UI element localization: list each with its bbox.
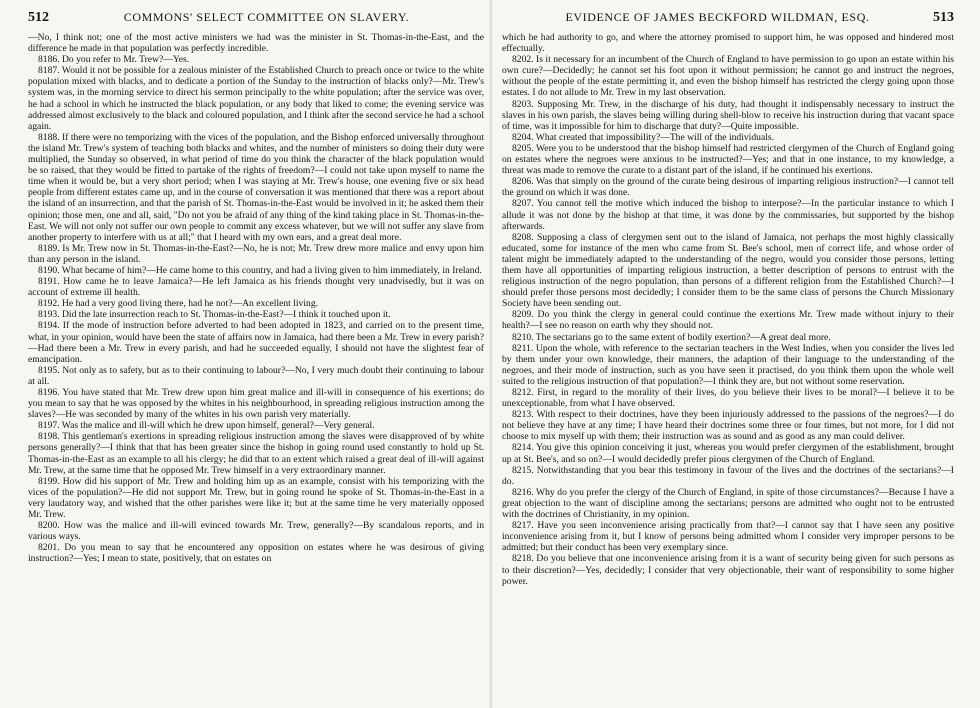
paragraph: 8190. What became of him?—He came home to this country, and had a living given to him immediately, in Ireland. <box>38 264 482 276</box>
running-head-left <box>28 0 484 26</box>
running-head-right <box>502 0 954 26</box>
paragraph: 8203. Supposing Mr. Trew, in the discharge of his duty, had thought it indispensably necessary to instruct the slaves in his own parish, the slaves being willing during shell-blow to receive his instruction during that vacant space of time, was it impossible for him to discharge that duty?—Quite impossible. <box>502 98 954 132</box>
paragraph: 8199. How did his support of Mr. Trew and holding him up as an example, consist with his temporizing with the vices of the population?—He did not support Mr. Trew, but in going round he spoke of St. Thomas-in-the-East in a very laudatory way, and wished that the other parishes were like it; but at the same time he very materially opposed Mr. Trew. <box>28 475 484 521</box>
right-page-text <box>502 32 954 587</box>
paragraph: 8209. Do you think the clergy in general could continue the exertions Mr. Trew made without injury to their health?—I see no reason on earth why they should not. <box>502 309 954 332</box>
paragraph: 8211. Upon the whole, with reference to the sectarian teachers in the West Indies, when you consider the lives led by them under your own knowledge, their manners, the adaption of their language to the understanding of the negroes, and their mode of instruction, such as you have seen it practised, do you think them upon the whole well suited to the religious instruction of that population?—I think they are, but not without some reservation. <box>502 342 954 387</box>
paragraph: 8216. Why do you prefer the clergy of the Church of England, in spite of those circumstances?—Because I have a great objection to the want of discipline among the sectarians; persons are admitted who ought not to be entrusted with the doctrines of Christianity, in my opinion. <box>502 486 954 521</box>
paragraph: —No, I think not; one of the most active ministers we had was the minister in St. Thomas-in-the-East, and the difference he made in that population was perfectly incredible. <box>28 32 484 55</box>
paragraph: 8215. Notwithstanding that you bear this testimony in favour of the lives and the doctrines of the sectarians?—I do. <box>502 464 954 487</box>
page-number: 513 <box>933 10 954 25</box>
paragraph: 8187. Would it not be possible for a zealous minister of the Established Church to preach once or twice to the white population mixed with blacks, and to dedicate a portion of the Sunday to the instruction of blacks only?—Mr. Trew's system was, in the morning service to direct his sermon principally to the white population; after the service was over, he had a school in which he instructed the black population, or any body that liked to come; the evening service was addressed almost exclusively to the black and coloured population, and I think after the second service he had a school again. <box>28 65 484 132</box>
paragraph: 8214. You give this opinion conceiving it just, whereas you would prefer clergymen of the establishment, brought up at St. Bee's, and so on?—I would decidedly prefer pious clergymen of the Church of England. <box>502 442 954 465</box>
paragraph: 8196. You have stated that Mr. Trew drew upon him great malice and ill-will in consequence of his exertions; do you mean to say that he was opposed by the whites in his neighbourhood, in spreading religious instruction among the slaves?—He was seconded by many of the whites in his own parish very materially. <box>28 387 484 421</box>
paragraph: 8191. How came he to leave Jamaica?—He left Jamaica as his friends thought very unadvisedly, but it was on account of extreme ill health. <box>28 276 484 299</box>
paragraph: 8218. Do you believe that one inconvenience arising from it is a want of security being given for such persons as to their discretion?—Yes, decidedly; I consider that very objectionable, their want of responsibility to some higher power. <box>502 553 954 587</box>
paragraph: 8186. Do you refer to Mr. Trew?—Yes. <box>38 54 190 66</box>
left-page-text <box>28 32 484 565</box>
paragraph: 8195. Not only as to safety, but as to their continuing to labour?—No, I very much doubt their continuing to labour at all. <box>28 364 484 387</box>
paragraph: 8200. How was the malice and ill-will evinced towards Mr. Trew, generally?—By scandalous reports, and in various ways. <box>28 520 484 543</box>
paragraph: 8188. If there were no temporizing with the vices of the population, and the Bishop enforced universally throughout the island Mr. Trew's system of teaching both blacks and whites, and the number of ministers so doing their duty were multiplied, the Sunday so observed, in what period of time do you think the character of the black population would be so raised, that they would be fitted to partake of the rights of freedom?—I could not take upon myself to name the time when it would be, but a very short period; when I was staying at Mr. Trew's house, one evening five or six head people from different estates came up, and in the course of conversation it was mentioned that there was a report about the island of an insurrection, and that the parish of St. Thomas-in-the-East would be involved in it; he asked them their opinion; those men, one and all, said, "Do not you be afraid of any thing of the kind taking place in St. Thomas-in-the-East. We will not only not suffer our own people to commit any excess whatever, but we will not suffer any slave from another property to interfere with us at all;" that I heard with my own ears, and a great deal more. <box>28 131 484 243</box>
paragraph: 8189. Is Mr. Trew now in St. Thomas-in-the-East?—No, he is not; Mr. Trew drew more malice and envy upon him than any person in the island. <box>28 242 484 265</box>
paragraph: 8213. With respect to their doctrines, have they been injuriously addressed to the passions of the negroes?—I do not believe they have at any time; I have heard their doctrines some three or four times, but not more, for I did not choose to mix myself up with them; their instruction was as sound and as good as any man could deliver. <box>502 409 954 443</box>
paragraph: 8193. Did the late insurrection reach to St. Thomas-in-the-East?—I think it touched upon it. <box>38 309 391 321</box>
paragraph: 8212. First, in regard to the morality of their lives, do you believe their lives to be moral?—I believe it to be unexceptionable, from what I have observed. <box>502 387 954 410</box>
paragraph: 8208. Supposing a class of clergymen sent out to the island of Jamaica, not perhaps the most highly classically educated, some for instance of the men who came from St. Bee's school, men of correct life, and whose order of talent might be immediately adapted to the understanding of the negro, would you consider those persons, letting them have all opportunities of imparting religious instruction, a better description of persons to entrust with the religious instruction of the negro population, than persons of a different religion from the Established Church?—I should prefer those persons most decidedly; I consider them to be the same class of persons the Church Missionary Society have been sending out. <box>502 231 954 310</box>
paragraph: 8210. The sectarians go to the same extent of bodily exertion?—A great deal more. <box>512 331 831 343</box>
paragraph: 8206. Was that simply on the ground of the curate being desirous of imparting religious instruction?—I cannot tell the ground on which it was done. <box>502 176 954 199</box>
paragraph: which he had authority to go, and where the attorney promised to support him, he was opposed and hindered most effectually. <box>502 32 954 55</box>
page-number: 512 <box>28 10 49 25</box>
right-page <box>492 0 980 708</box>
paragraph: 8192. He had a very good living there, had he not?—An excellent living. <box>38 298 319 310</box>
paragraph: 8207. You cannot tell the motive which induced the bishop to interpose?—In the particular instance to which I allude it was not done by the bishop at that time, it was done by the commissaries, but supported by the bishop afterwards. <box>502 198 954 232</box>
running-title: EVIDENCE OF JAMES BECKFORD WILDMAN, ESQ. <box>565 10 870 24</box>
paragraph: 8217. Have you seen inconvenience arising practically from that?—I cannot say that I have seen any positive inconvenience arising from it, but I know of persons being admitted whom I consider very improper persons to be admitted; but their conduct has been very exemplary since. <box>502 520 954 554</box>
paragraph: 8198. This gentleman's exertions in spreading religious instruction among the slaves were disapproved of by white persons generally?—I think that that has been greater since the bishop in going round used constantly to hold up St. Thomas-in-the-East as an example to all his clergy; he did that to an extent which raised a great deal of ill-will against Mr. Trew, at the same time that he opposed Mr. Trew himself in a very extraordinary manner. <box>28 431 484 476</box>
paragraph: 8201. Do you mean to say that he encountered any opposition on estates where he was desirous of giving instruction?—Yes; I mean to state, positively, that on estates on <box>28 542 484 565</box>
paragraph: 8197. Was the malice and ill-will which he drew upon himself, general?—Very general. <box>38 420 375 432</box>
paragraph: 8194. If the mode of instruction before adverted to had been adopted in 1823, and carried on to the present time, what, in your opinion, would have been the state of affairs now in Jamaica, had there been a Mr. Trew in every parish?—Had there been a Mr. Trew in every parish, and had he succeeded equally, I should not have the slightest fear of emancipation. <box>28 320 484 365</box>
paragraph: 8205. Were you to be understood that the bishop himself had restricted clergymen of the Church of England going on estates where the negroes were anxious to be instructed?—Yes; and that in one instance, to my knowledge, a threat was made to remove the curate to a distant part of the island, if he continued his exertions. <box>502 142 954 177</box>
paragraph: 8204. What created that impossibility?—The will of the individuals. <box>512 131 775 143</box>
paragraph: 8202. Is it necessary for an incumbent of the Church of England to have permission to go upon an estate within his own cure?—Decidedly; he cannot set his foot upon it without permission; he cannot go and instruct the negroes, without the people of the estate permitting it, and even the bishop himself has restricted the clergy going upon those estates. I do not allude to Mr. Trew in my last observation. <box>502 54 954 99</box>
running-title: COMMONS' SELECT COMMITTEE ON SLAVERY. <box>123 10 410 24</box>
